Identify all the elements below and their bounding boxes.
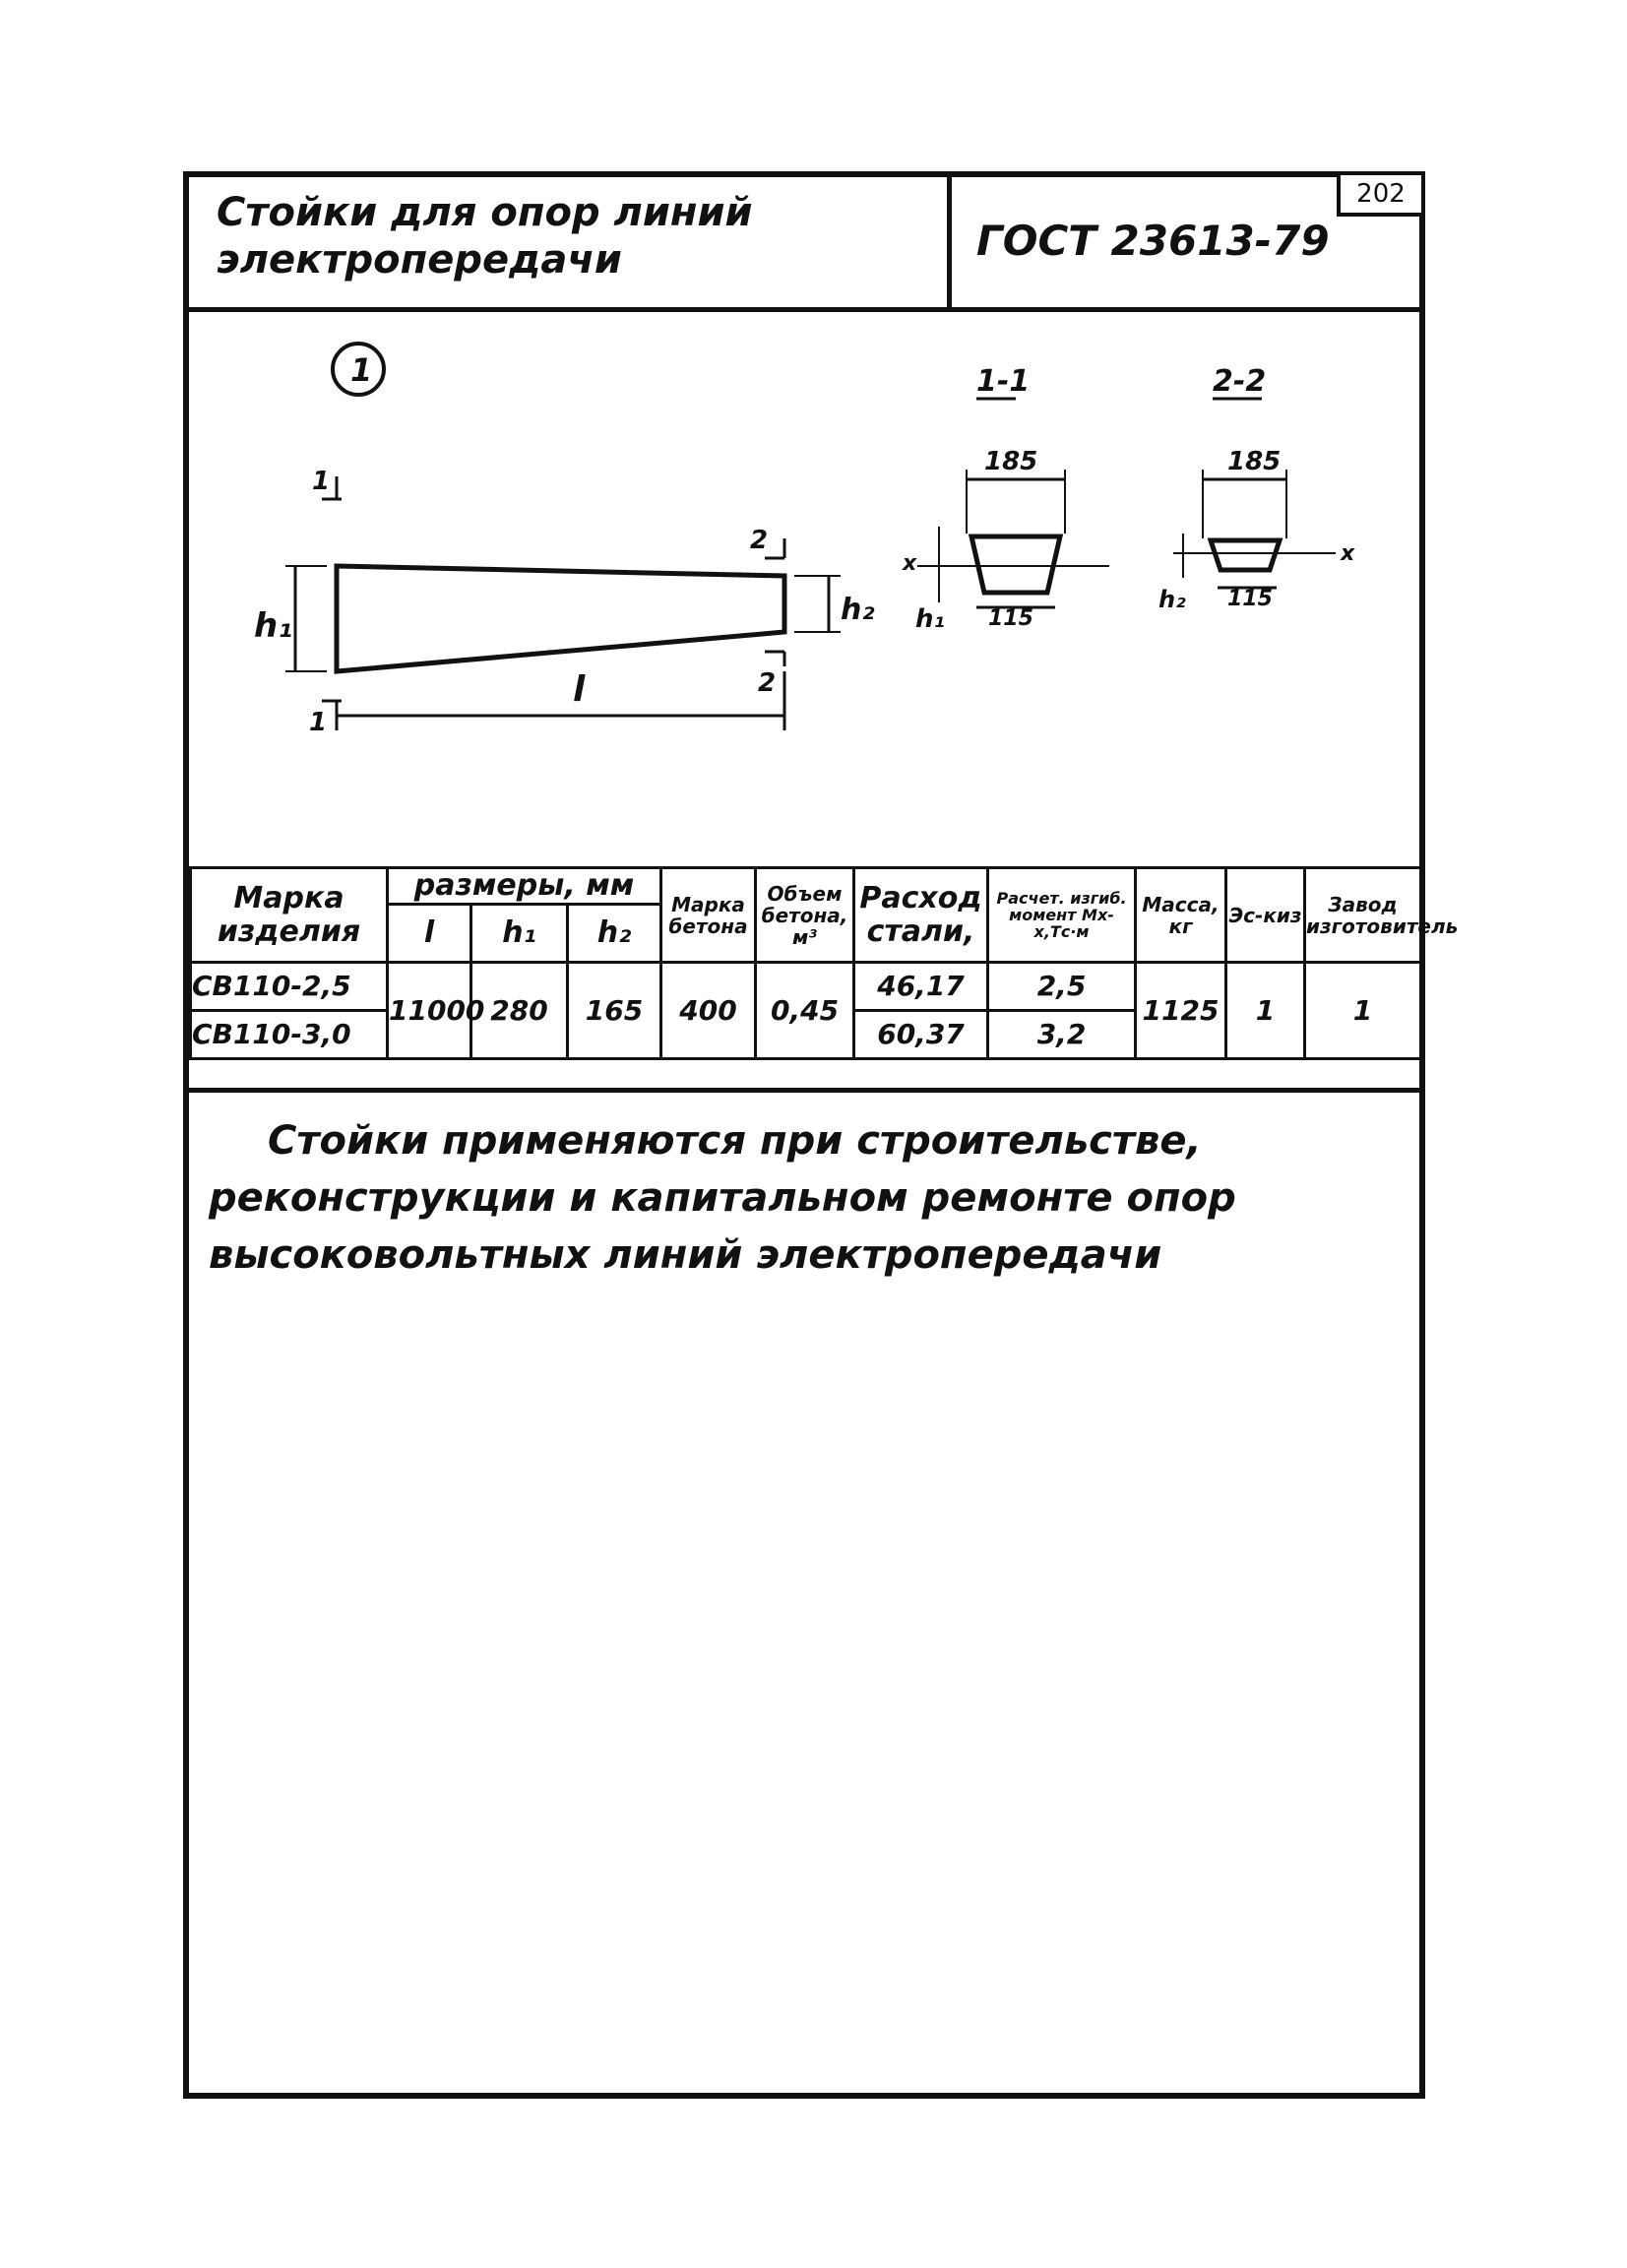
description-line-1: Стойки применяются при строительстве,: [268, 1118, 1202, 1164]
standard-code: ГОСТ 23613-79: [976, 217, 1330, 265]
header-mark: Марка изделия: [191, 868, 388, 963]
axis-x-left: x: [903, 551, 917, 576]
header-l: l: [388, 905, 471, 963]
section-1-1-width-bottom: 115: [988, 606, 1033, 631]
cell-mark: [191, 963, 388, 1059]
steel-2: 60,37: [877, 1018, 965, 1050]
technical-drawing: [189, 312, 1419, 873]
section-2-2-width-bottom: 115: [1227, 587, 1273, 611]
document-title: [217, 189, 925, 284]
section-1-1-h1: h₁: [915, 604, 945, 634]
cell-volume: 0,45: [756, 963, 854, 1059]
header-h2: h₂: [568, 905, 661, 963]
header-maker: Завод изготовитель: [1305, 868, 1421, 963]
section-2-2-h2: h₂: [1158, 586, 1186, 613]
title-divider: [947, 177, 952, 307]
h1-label: h₁: [254, 606, 293, 646]
section-1-1-width-top: 185: [984, 447, 1038, 476]
axis-x-right: x: [1341, 541, 1355, 566]
header-mass: Масса, кг: [1136, 868, 1226, 963]
cell-sketch: 1: [1226, 963, 1305, 1059]
header-concrete-volume: Объем бетона, м³: [756, 868, 854, 963]
header-h1: h₁: [471, 905, 568, 963]
table-row: [191, 963, 1421, 1059]
cell-steel: [854, 963, 988, 1059]
cut-label-2-top: 2: [750, 526, 769, 555]
cell-h2: 165: [568, 963, 661, 1059]
section-2-2-profile: [1211, 540, 1280, 570]
section-1-1-title: 1-1: [976, 364, 1031, 399]
cell-maker: 1: [1305, 963, 1421, 1059]
marker-label: 1: [350, 351, 373, 389]
drawing-sheet: [183, 171, 1459, 2099]
cell-h1: 280: [471, 963, 568, 1059]
title-line-2: электропередачи: [217, 237, 622, 283]
section-2-2-title: 2-2: [1213, 364, 1267, 399]
header-concrete-grade: Марка бетона: [661, 868, 756, 963]
section-2-2-width-top: 185: [1227, 447, 1282, 476]
length-label: l: [573, 669, 586, 710]
header-dims: размеры, мм: [388, 868, 661, 905]
cell-moment: [988, 963, 1136, 1059]
steel-1: 46,17: [855, 964, 986, 1012]
moment-2: 3,2: [1036, 1018, 1087, 1050]
cell-grade: 400: [661, 963, 756, 1059]
drawing-svg: [189, 312, 1419, 873]
pole-outline: [337, 566, 784, 671]
description-text: [209, 1112, 1400, 1284]
title-block: [189, 177, 1419, 312]
cell-l: 11000: [388, 963, 471, 1059]
section-1-1-profile: [971, 536, 1060, 593]
cut-label-1-top: 1: [312, 467, 331, 496]
cell-mass: 1125: [1136, 963, 1226, 1059]
mark-1: СВ110-2,5: [192, 964, 386, 1012]
header-moment: Расчет. изгиб. момент Мх-х,Тс·м: [988, 868, 1136, 963]
header-steel: Расход стали,: [854, 868, 988, 963]
header-sketch: Эс-киз: [1226, 868, 1305, 963]
title-line-1: Стойки для опор линий: [217, 190, 753, 235]
moment-1: 2,5: [989, 964, 1134, 1012]
h2-label: h₂: [841, 593, 875, 627]
page-number: 202: [1337, 171, 1425, 217]
description-line-2: реконструкции и капитальном ремонте опор: [209, 1175, 1236, 1221]
table-bottom-rule: [189, 1088, 1419, 1093]
cut-label-2-bottom: 2: [758, 668, 777, 698]
description-line-3: высоковольтных линий электропередачи: [209, 1232, 1162, 1278]
specification-table: [189, 866, 1459, 1060]
mark-2: СВ110-3,0: [192, 1018, 351, 1050]
cut-label-1-bottom: 1: [309, 708, 328, 737]
